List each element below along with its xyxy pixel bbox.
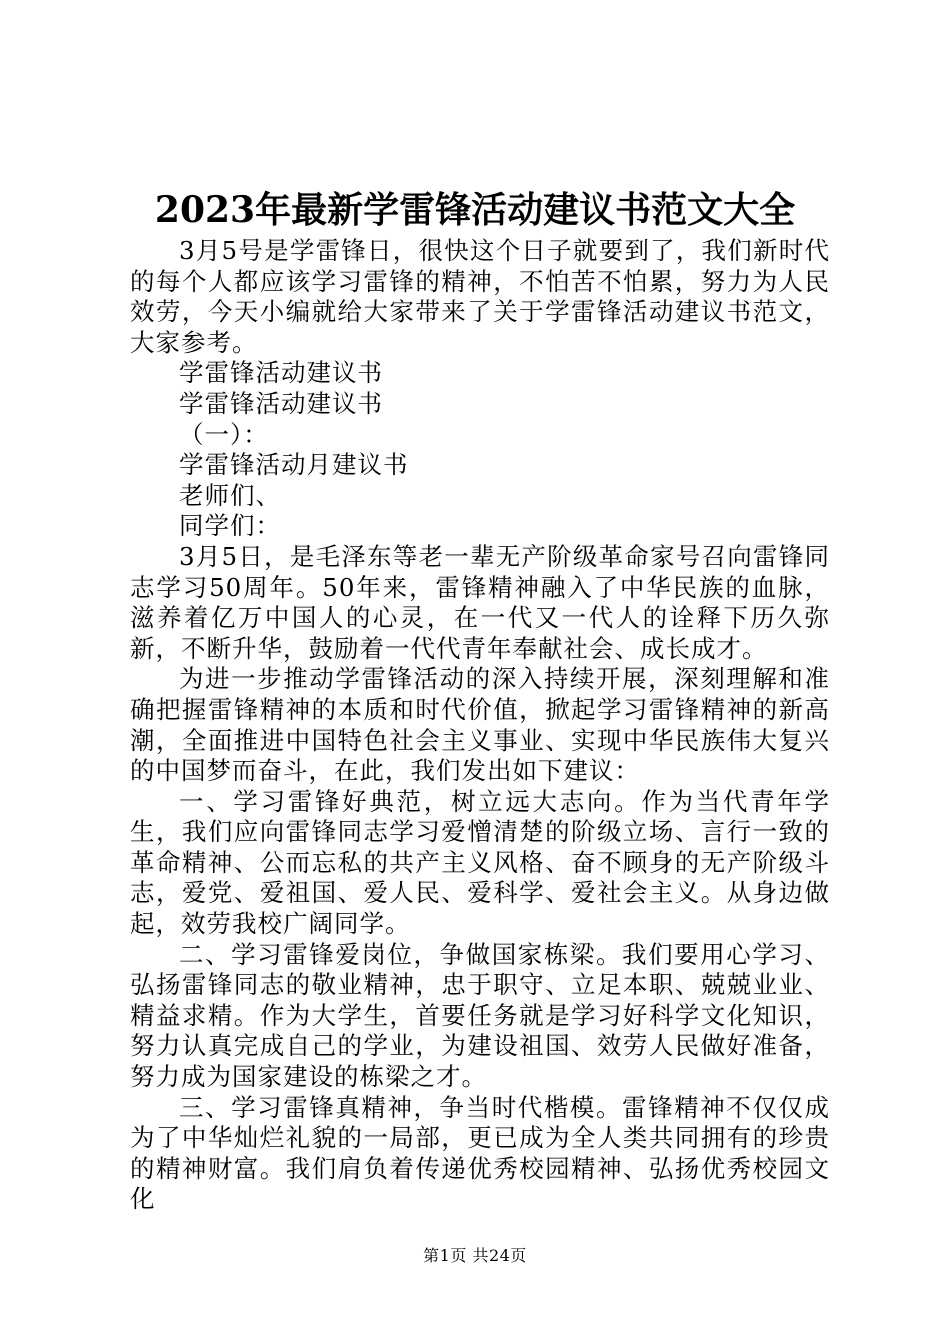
paragraph-salutation-students: 同学们： <box>179 511 281 541</box>
paragraph-heading-1: 学雷锋活动建议书 <box>179 358 383 388</box>
paragraph-salutation-teachers: 老师们、 <box>179 480 281 510</box>
paragraph-subtitle: 学雷锋活动月建议书 <box>179 450 409 480</box>
paragraph-heading-2: 学雷锋活动建议书 <box>179 388 383 418</box>
page-number-footer: 第1页 共24页 <box>423 1246 527 1265</box>
paragraph-body: 一、学习雷锋好典范，树立远大志向。作为当代青年学生，我们应向雷锋同志学习爱憎清楚的阶级立场、言行一致的革命精神、公而忘私的共产主义风格、奋不顾身的无产阶级斗志，爱党、爱祖国、爱人民、爱科学、爱社会主义。从身边做起，效劳我校广阔同学。 <box>130 786 830 939</box>
paragraph-intro: 3月5号是学雷锋日，很快这个日子就要到了，我们新时代的每个人都应该学习雷锋的精神，不怕苦不怕累，努力为人民效劳，今天小编就给大家带来了关于学雷锋活动建议书范文，大家参考。 <box>130 236 830 357</box>
document-body <box>130 236 830 1215</box>
paragraph-section-number: （一）： <box>179 419 269 449</box>
paragraph-body: 3月5日，是毛泽东等老一辈无产阶级革命家号召向雷锋同志学习50周年。50年来，雷锋精神融入了中华民族的血脉，滋养着亿万中国人的心灵，在一代又一代人的诠释下历久弥新，不断升华，鼓励着一代代青年奉献社会、成长成才。 <box>130 541 830 663</box>
paragraph-body: 二、学习雷锋爱岗位，争做国家栋梁。我们要用心学习、弘扬雷锋同志的敬业精神，忠于职守、立足本职、兢兢业业、精益求精。作为大学生，首要任务就是学习好科学文化知识，努力认真完成自己的学业，为建设祖国、效劳人民做好准备，努力成为国家建设的栋梁之才。 <box>130 939 830 1092</box>
document-title: 2023年最新学雷锋活动建议书范文大全 <box>154 189 796 231</box>
paragraph-body: 为进一步推动学雷锋活动的深入持续开展，深刻理解和准确把握雷锋精神的本质和时代价值，掀起学习雷锋精神的新高潮，全面推进中国特色社会主义事业、实现中华民族伟大复兴的中国梦而奋斗，在此，我们发出如下建议： <box>130 664 830 786</box>
paragraph-body: 三、学习雷锋真精神，争当时代楷模。雷锋精神不仅仅成为了中华灿烂礼貌的一局部，更已成为全人类共同拥有的珍贵的精神财富。我们肩负着传递优秀校园精神、弘扬优秀校园文化 <box>130 1092 830 1214</box>
